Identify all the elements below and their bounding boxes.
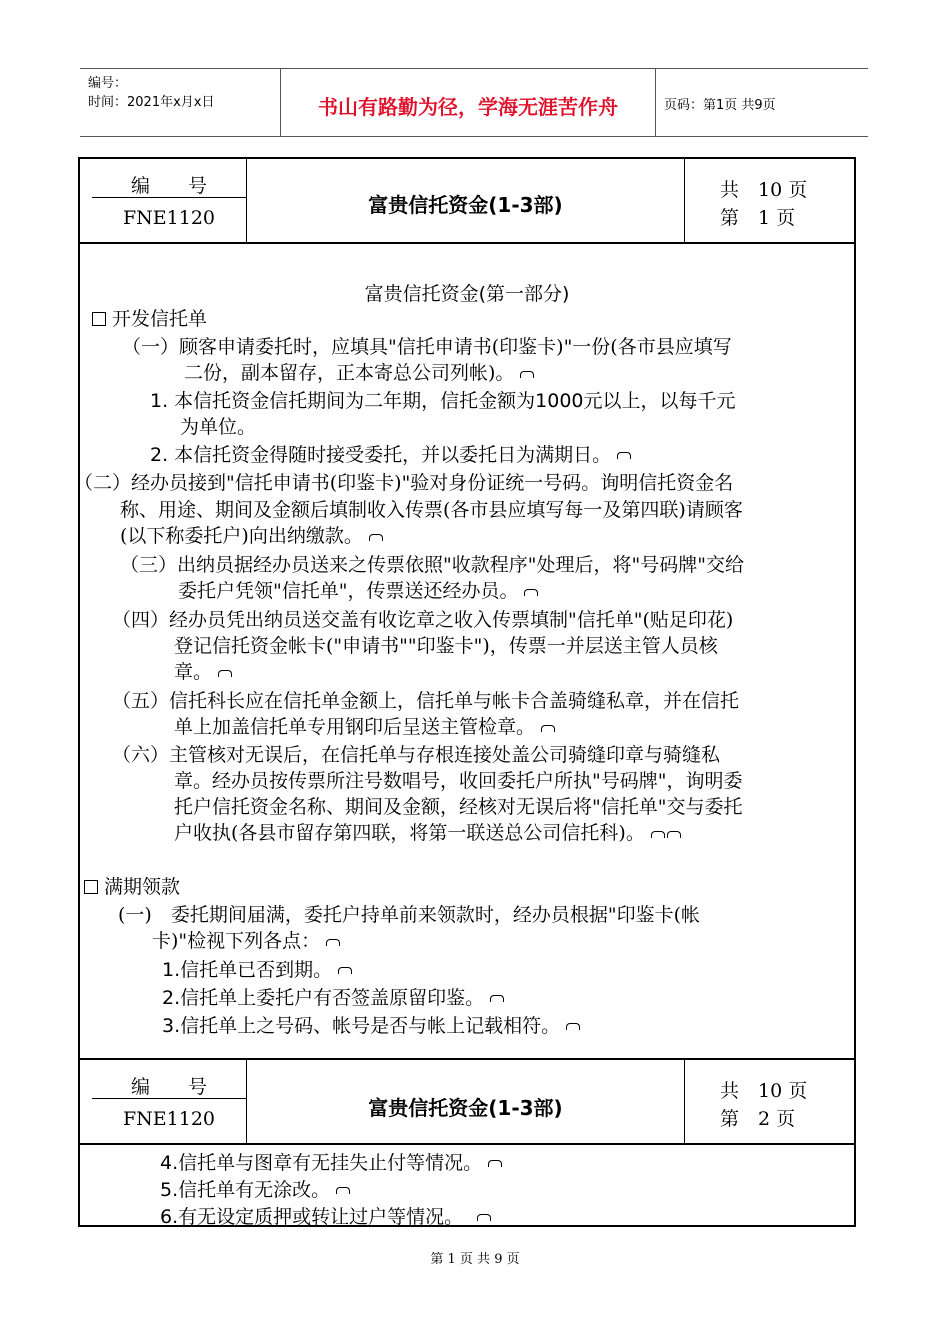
return-mark-icon (520, 371, 534, 378)
text-line: 2.信托单上委托户有否签盖原留印鉴。 (162, 983, 504, 1010)
number-label: 编号： (88, 76, 128, 91)
total-pages: 共 10 页 (720, 179, 808, 201)
return-mark-icon (490, 995, 504, 1002)
text-line: （四）经办员凭出纳员送交盖有收讫章之收入传票填制"信托单"(贴足印花) (112, 609, 734, 631)
header-meta (80, 69, 280, 136)
return-mark-icon (338, 967, 352, 974)
total-pages: 共 10 页 (720, 1080, 808, 1102)
page-footer: 第 1 页 共 9 页 (430, 1252, 520, 1267)
text-line: 登记信托资金帐卡("申请书""印鉴卡")，传票一并层送主管人员核 (174, 635, 718, 657)
text-line: 二份，副本留存，正本寄总公司列帐)。 (184, 358, 534, 385)
return-mark-icon (566, 1023, 580, 1030)
text-line: 4.信托单与图章有无挂失止付等情况。 (160, 1148, 502, 1175)
text-line: 6.有无设定质押或转让过户等情况。 (160, 1202, 491, 1229)
text-line: 为单位。 (180, 416, 257, 438)
current-page: 第 1 页 (720, 207, 796, 229)
text-line: 户收执(各县市留存第四联，将第一联送总公司信托科)。 (174, 818, 681, 845)
divider (92, 197, 246, 198)
return-mark-icon (667, 831, 681, 838)
text-line: 1. 本信托资金信托期间为二年期，信托金额为1000元以上，以每千元 (150, 390, 736, 412)
text-line: 托户信托资金名称、期间及金额，经核对无误后将"信托单"交与委托 (174, 796, 743, 818)
doc-title: 富贵信托资金(1-3部) (368, 193, 563, 217)
doc-header-row-2 (80, 1060, 854, 1143)
text-line: （五）信托科长应在信托单金额上，信托单与帐卡合盖骑缝私章，并在信托 (112, 690, 740, 712)
text-line: 卡)"检视下列各点： (152, 926, 340, 953)
text-line: (一) 委托期间届满，委托户持单前来领款时，经办员根据"印鉴卡(帐 (118, 904, 700, 926)
divider (684, 159, 685, 242)
text-line: 5.信托单有无涂改。 (160, 1175, 350, 1202)
return-mark-icon (218, 670, 232, 677)
time-label: 时间：2021年x月x日 (88, 95, 215, 110)
page-code: 页码：第1页 共9页 (664, 98, 776, 113)
checkbox-icon (92, 312, 106, 326)
document-frame (74, 157, 856, 1228)
text-line: 章。 (174, 657, 232, 684)
text-line: （一）顾客申请委托时，应填具"信托申请书(印鉴卡)"一份(各市县应填写 (122, 336, 732, 358)
checkbox-icon (84, 880, 98, 894)
text-line: （二）经办员接到"信托申请书(印鉴卡)"验对身份证统一号码。询明信托资金名 (74, 472, 734, 494)
heading-develop-trust: 开发信托单 (92, 304, 207, 331)
text-line: 1.信托单已否到期。 (162, 955, 352, 982)
doc-title: 富贵信托资金(1-3部) (368, 1096, 563, 1120)
doc-number-value: FNE1120 (122, 207, 216, 229)
return-mark-icon (651, 831, 665, 838)
text-line: 2. 本信托资金得随时接受委托，并以委托日为满期日。 (150, 440, 631, 467)
divider (684, 1060, 685, 1143)
divider (92, 1098, 246, 1099)
return-mark-icon (326, 939, 340, 946)
heading-maturity: 满期领款 (84, 872, 180, 899)
return-mark-icon (524, 589, 538, 596)
text-line: 委托户凭领"信托单"，传票送还经办员。 (178, 576, 538, 603)
doc-number-label: 编 号 (130, 1076, 207, 1098)
divider (80, 242, 854, 244)
divider (80, 1143, 854, 1145)
return-mark-icon (336, 1187, 350, 1194)
doc-number-value: FNE1120 (122, 1108, 216, 1130)
return-mark-icon (477, 1214, 491, 1221)
text-line: （三）出纳员据经办员送来之传票依照"收款程序"处理后，将"号码牌"交给 (120, 554, 744, 576)
return-mark-icon (488, 1160, 502, 1167)
return-mark-icon (617, 452, 631, 459)
doc-number-label: 编 号 (130, 175, 207, 197)
text-line: 称、用途、期间及金额后填制收入传票(各市县应填写每一及第四联)请顾客 (120, 499, 743, 521)
text-line: 章。经办员按传票所注号数唱号，收回委托户所执"号码牌"，询明委 (174, 770, 743, 792)
motto-cell (280, 69, 656, 136)
return-mark-icon (541, 725, 555, 732)
current-page: 第 2 页 (720, 1108, 796, 1130)
page-header (80, 68, 868, 137)
text-line: 单上加盖信托单专用钢印后呈送主管检章。 (174, 712, 555, 739)
section-title: 富贵信托资金(第一部分) (364, 283, 570, 305)
text-line: 3.信托单上之号码、帐号是否与帐上记载相符。 (162, 1011, 580, 1038)
text-line: (以下称委托户)向出纳缴款。 (120, 521, 383, 548)
doc-header-row-1 (80, 159, 854, 242)
text-line: （六）主管核对无误后，在信托单与存根连接处盖公司骑缝印章与骑缝私 (112, 744, 721, 766)
motto: 书山有路勤为径，学海无涯苦作舟 (318, 95, 618, 119)
return-mark-icon (369, 534, 383, 541)
